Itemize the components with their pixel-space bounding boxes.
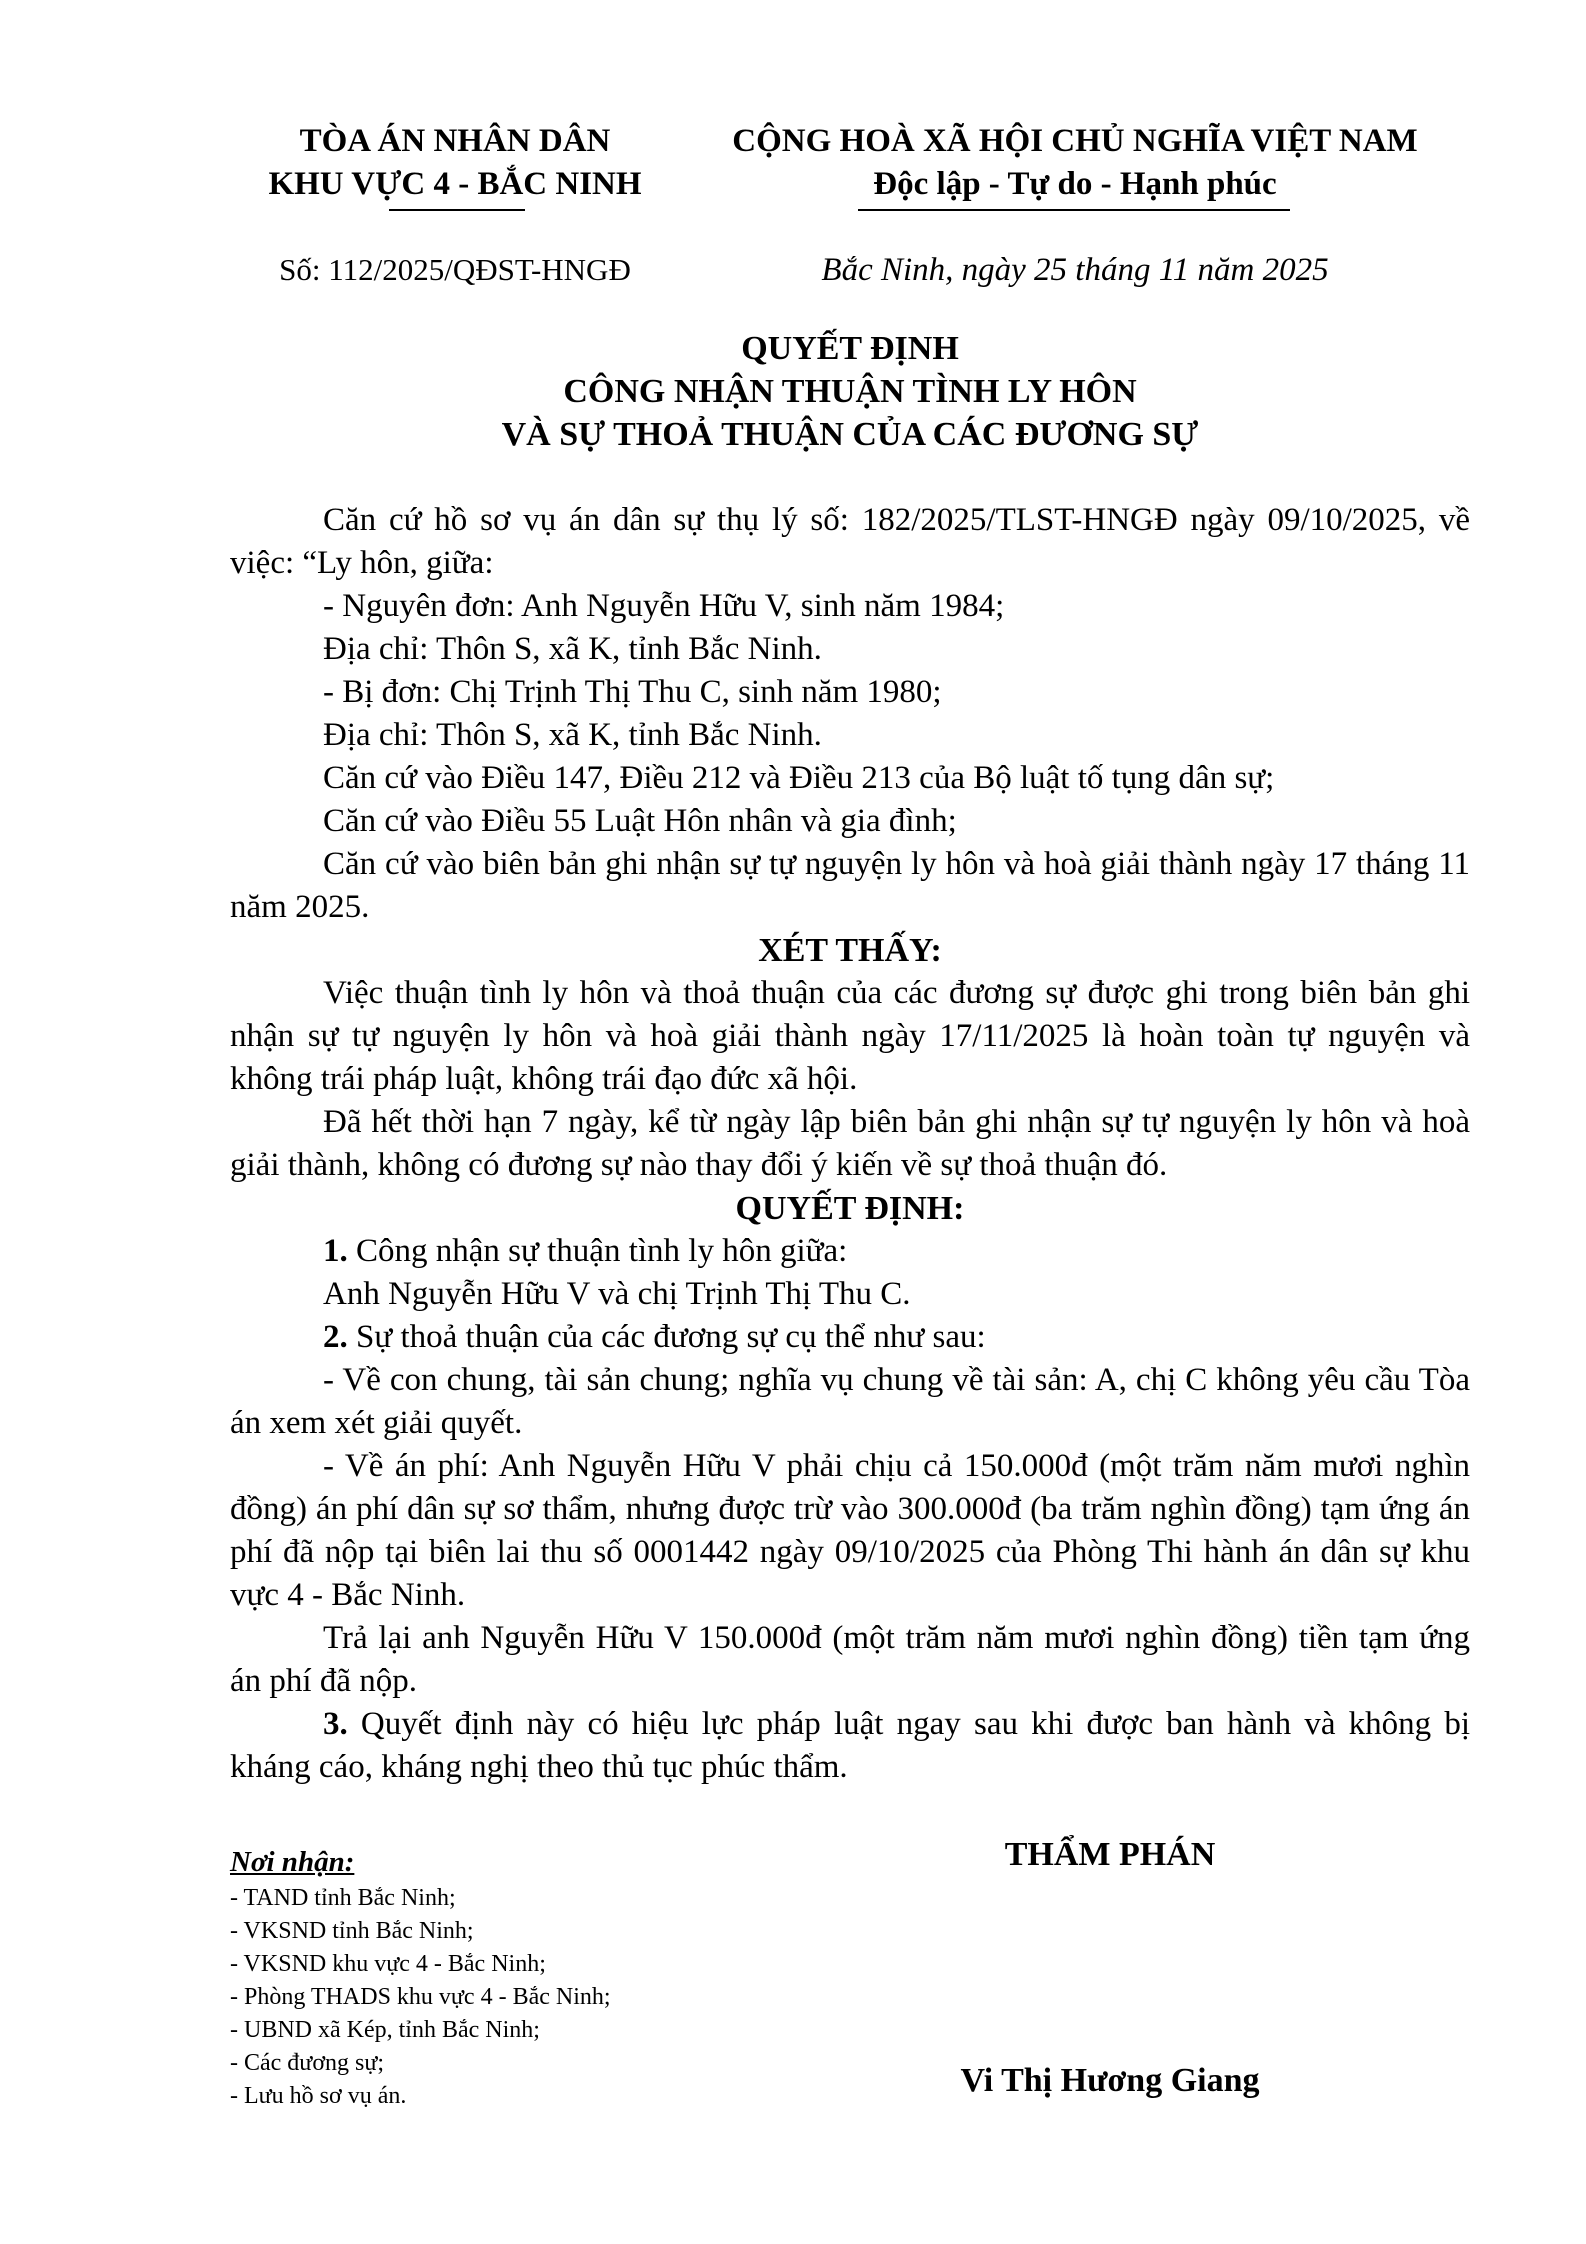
title-line-1: QUYẾT ĐỊNH [741,330,959,367]
plaintiff: - Nguyên đơn: Anh Nguyễn Hữu V, sinh năm 1984; [323,588,1005,624]
decision-number: Số: 112/2025/QĐST-HNGĐ [279,252,631,287]
recipients-block [230,1844,790,2113]
nation-line-2: Độc lập - Tự do - Hạnh phúc [873,166,1277,202]
decision-item-2-refund: Trả lại anh Nguyễn Hữu V 150.000đ (một trăm năm mươi nghìn đồng) tiền tạm ứng án phí đã nộp. [230,1620,1470,1699]
recipient-item: - TAND tỉnh Bắc Ninh; [230,1885,456,1911]
plaintiff-address: Địa chỉ: Thôn S, xã K, tỉnh Bắc Ninh. [323,631,822,667]
basis-law-3: Căn cứ vào biên bản ghi nhận sự tự nguyện ly hôn và hoà giải thành ngày 17 tháng 11 năm 2025. [230,846,1470,925]
recipient-item: - VKSND tỉnh Bắc Ninh; [230,1918,474,1944]
recipient-item: - VKSND khu vực 4 - Bắc Ninh; [230,1951,546,1977]
decision-item-2-property: - Về con chung, tài sản chung; nghĩa vụ chung về tài sản: A, chị C không yêu cầu Tòa án xem xét giải quyết. [230,1362,1470,1441]
findings-paragraph-2: Đã hết thời hạn 7 ngày, kể từ ngày lập biên bản ghi nhận sự tự nguyện ly hôn và hoà giải thành, không có đương sự nào thay đổi ý kiến về sự thoả thuận đó. [230,1104,1470,1183]
decision-heading: QUYẾT ĐỊNH: [735,1190,965,1227]
item-1-number: 1. [323,1233,348,1269]
title-line-3: VÀ SỰ THOẢ THUẬN CỦA CÁC ĐƯƠNG SỰ [501,416,1199,453]
decision-item-2 [230,1316,1470,1359]
decision-item-2-court-fee: - Về án phí: Anh Nguyễn Hữu V phải chịu cả 150.000đ (một trăm năm mươi nghìn đồng) án phí dân sự sơ thẩm, nhưng được trừ vào 300.000đ (ba trăm nghìn đồng) tạm ứng án phí đã nộp tại biên lai thu số 0001442 ngày 09/10/2025 của Phòng Thi hành án dân sự khu vực 4 - Bắc Ninh. [230,1448,1470,1613]
basis-case-file: Căn cứ hồ sơ vụ án dân sự thụ lý số: 182/2025/TLST-HNGĐ ngày 09/10/2025, về việc: “Ly hôn, giữa: [230,502,1470,581]
recipient-item: - Phòng THADS khu vực 4 - Bắc Ninh; [230,1984,611,2010]
national-motto [680,120,1470,206]
item-1-text: Công nhận sự thuận tình ly hôn giữa: [347,1233,848,1269]
basis-law-1: Căn cứ vào Điều 147, Điều 212 và Điều 213 của Bộ luật tố tụng dân sự; [323,760,1275,796]
court-underline [389,209,525,211]
nation-line-1: CỘNG HOÀ XÃ HỘI CHỦ NGHĨA VIỆT NAM [732,123,1418,159]
motto-underline [858,209,1290,211]
document-body [230,499,1470,1789]
item-3-text: Quyết định này có hiệu lực pháp luật ngay sau khi được ban hành và không bị kháng cáo, kháng nghị theo thủ tục phúc thẩm. [230,1706,1470,1785]
recipient-item: - Các đương sự; [230,2050,385,2076]
defendant-address: Địa chỉ: Thôn S, xã K, tỉnh Bắc Ninh. [323,717,822,753]
item-2-number: 2. [323,1319,348,1355]
decision-item-3 [230,1703,1470,1789]
basis-law-2: Căn cứ vào Điều 55 Luật Hôn nhân và gia đình; [323,803,957,839]
findings-paragraph-1: Việc thuận tình ly hôn và thoả thuận của các đương sự được ghi trong biên bản ghi nhận sự tự nguyện ly hôn và hoà giải thành ngày 17/11/2025 là hoàn toàn tự nguyện và không trái pháp luật, không trái đạo đức xã hội. [230,975,1470,1097]
document-title [230,327,1470,456]
place-date: Bắc Ninh, ngày 25 tháng 11 năm 2025 [821,252,1329,288]
recipients-title: Nơi nhận: [230,1846,355,1878]
title-line-2: CÔNG NHẬN THUẬN TÌNH LY HÔN [563,373,1137,410]
recipient-item: - UBND xã Kép, tỉnh Bắc Ninh; [230,2017,540,2043]
decision-item-1-parties: Anh Nguyễn Hữu V và chị Trịnh Thị Thu C. [323,1276,911,1312]
court-name [230,120,680,206]
court-line-1: TÒA ÁN NHÂN DÂN [299,123,611,159]
signer-title: THẨM PHÁN [1004,1836,1216,1873]
findings-heading: XÉT THẤY: [758,932,942,969]
signer-name: Vi Thị Hương Giang [960,2062,1260,2099]
court-line-2: KHU VỰC 4 - BẮC NINH [268,166,642,202]
recipient-item: - Lưu hồ sơ vụ án. [230,2083,407,2109]
item-3-number: 3. [323,1706,348,1742]
defendant: - Bị đơn: Chị Trịnh Thị Thu C, sinh năm 1980; [323,674,942,710]
item-2-text: Sự thoả thuận của các đương sự cụ thể như sau: [347,1319,986,1355]
decision-item-1 [230,1230,1470,1273]
